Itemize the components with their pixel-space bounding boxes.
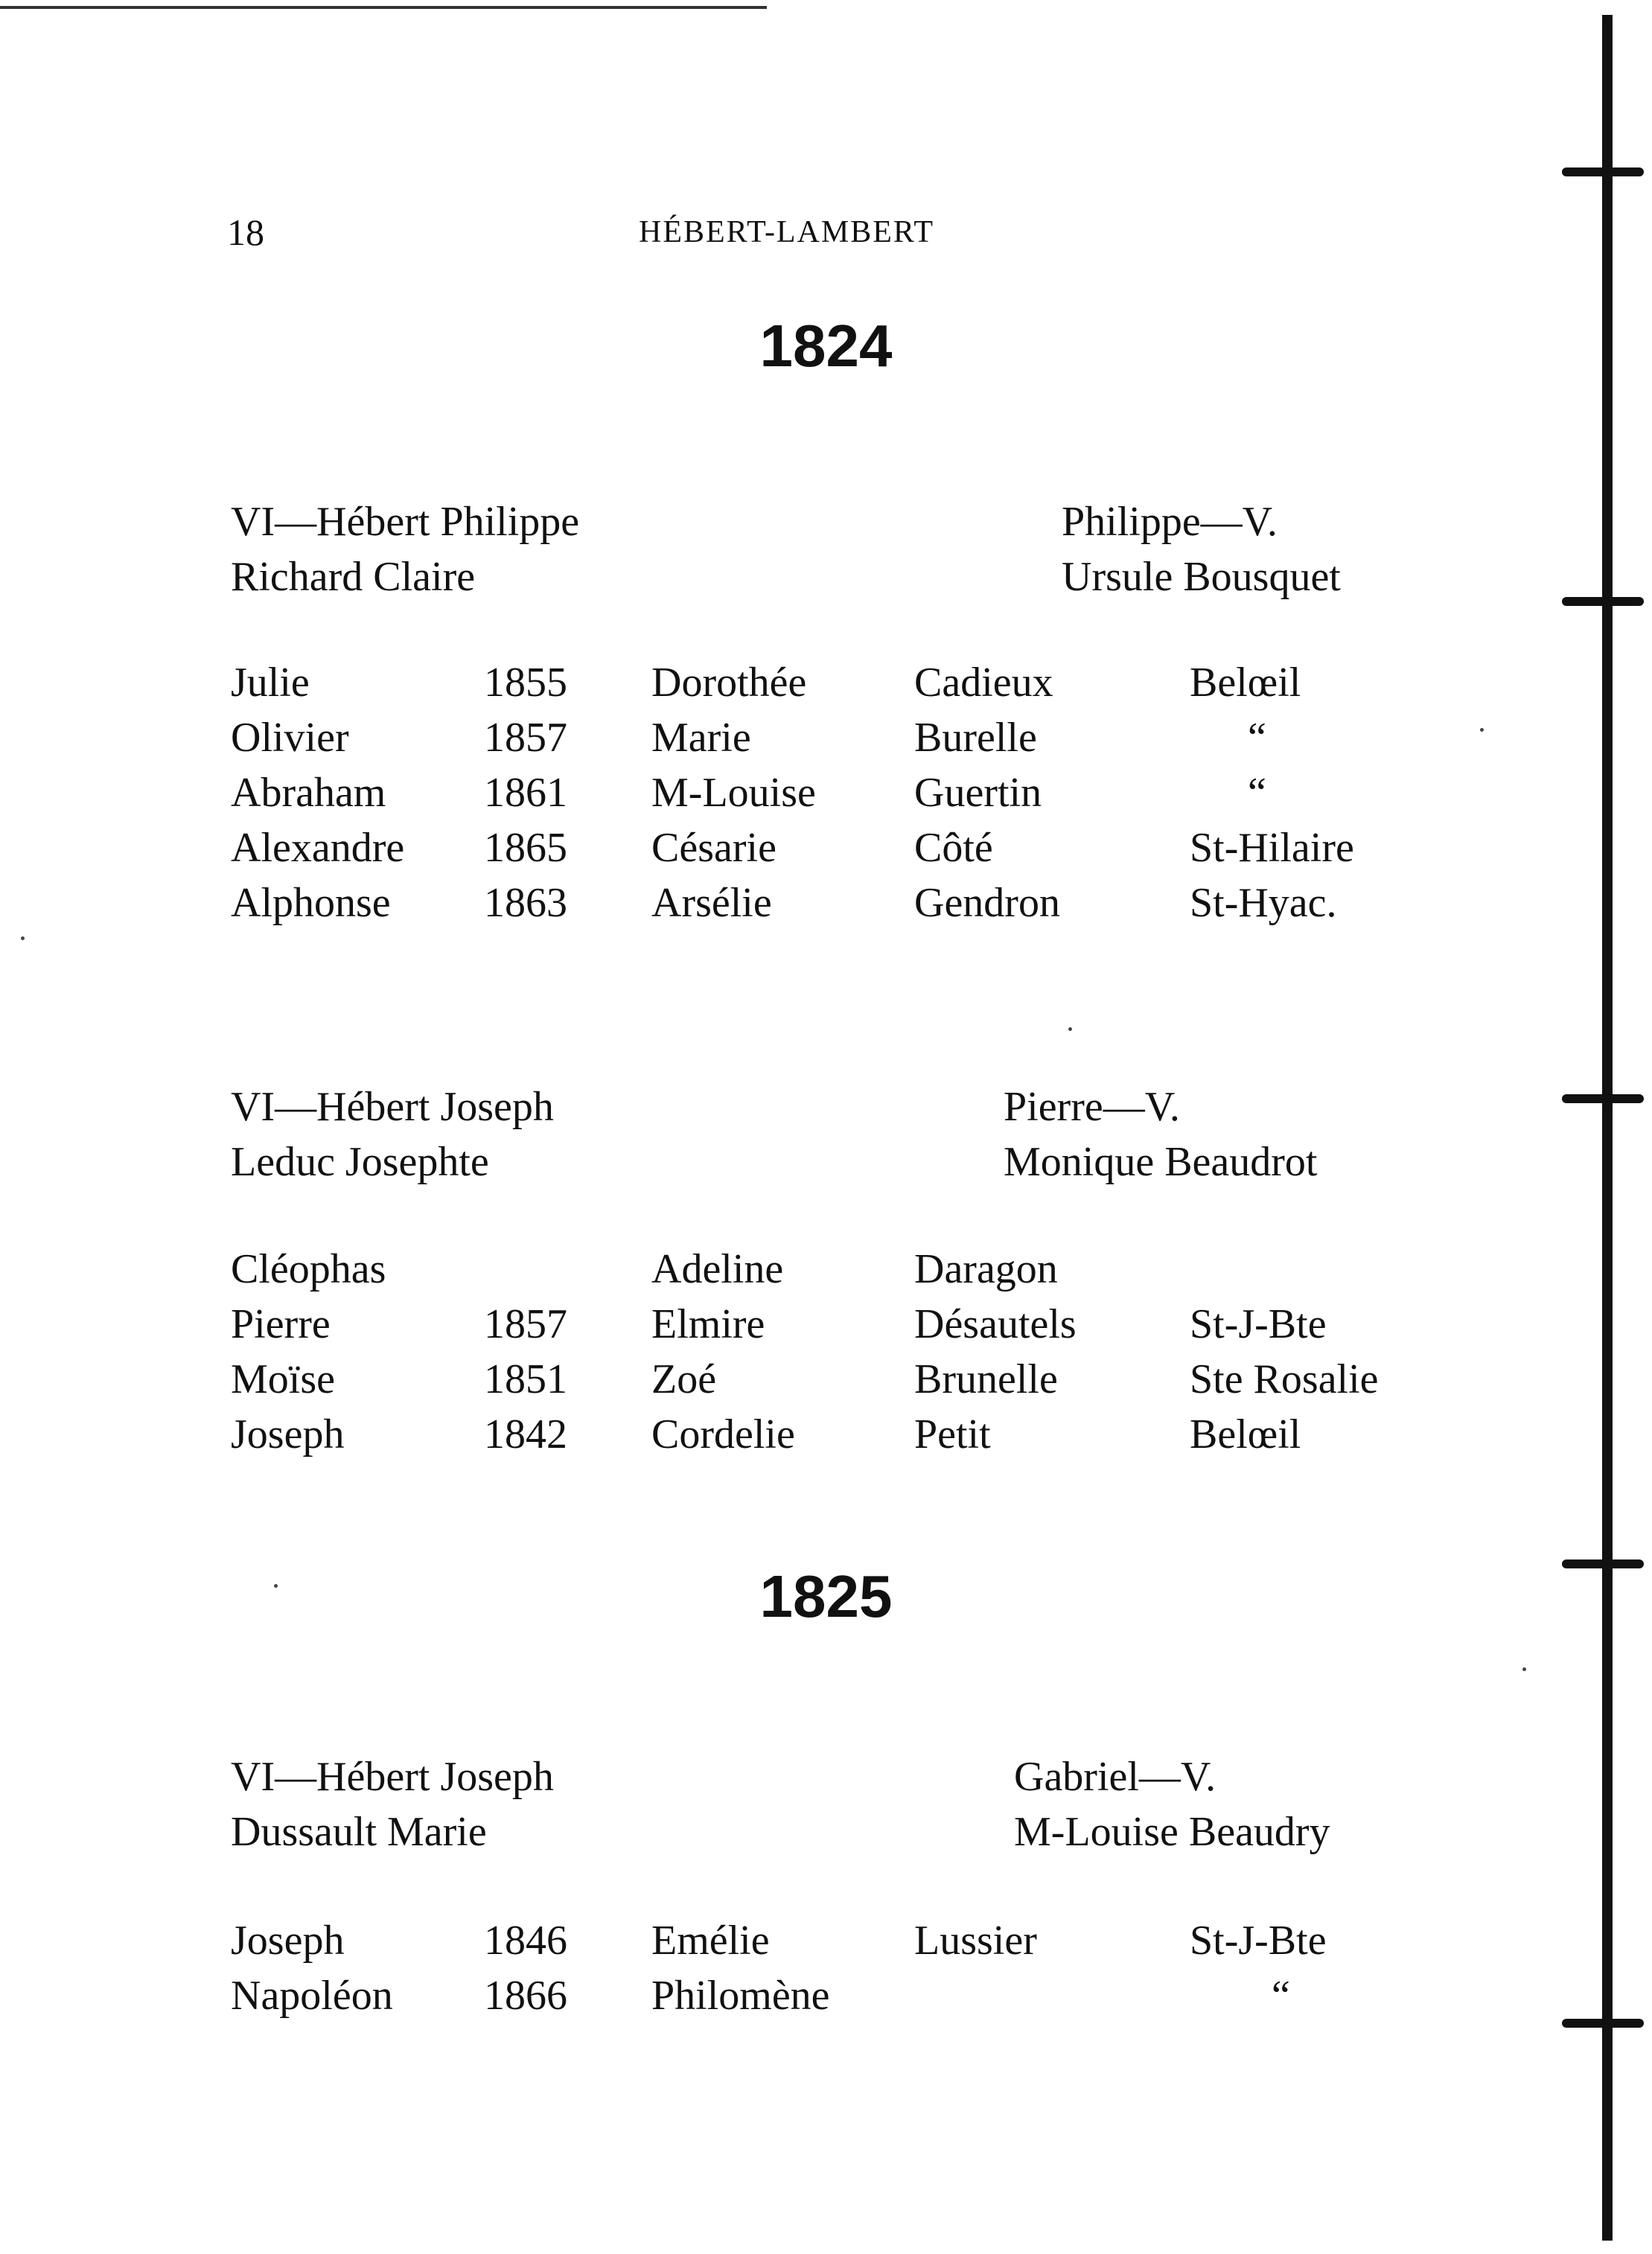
wife-name: Dussault Marie	[231, 1809, 487, 1855]
binding-stitch	[1562, 2019, 1644, 2028]
child-name: Abraham	[231, 770, 386, 816]
husband-parents: Pierre—V.	[1004, 1084, 1180, 1130]
family-header	[231, 1079, 1437, 1190]
paper-speck	[1068, 1027, 1072, 1031]
spouse-first-name: Adeline	[651, 1246, 784, 1292]
wife-mother: Monique Beaudrot	[1004, 1139, 1318, 1185]
child-row	[231, 1297, 1437, 1352]
husband-name: VI—Hébert Philippe	[231, 499, 580, 545]
child-name: Julie	[231, 660, 310, 706]
husband-name: VI—Hébert Joseph	[231, 1084, 554, 1130]
spouse-first-name: Arsélie	[651, 880, 772, 926]
spouse-surname: Brunelle	[914, 1356, 1058, 1402]
spouse-surname: Cadieux	[914, 660, 1053, 706]
marriage-place: St-J-Bte	[1190, 1918, 1327, 1964]
child-row	[231, 820, 1437, 875]
wife-name: Richard Claire	[231, 554, 476, 600]
page-number: 18	[227, 211, 264, 253]
spouse-first-name: Césarie	[651, 825, 776, 871]
paper-speck	[21, 936, 25, 940]
year-heading: 1824	[759, 313, 893, 379]
children-list	[231, 655, 1437, 930]
child-row	[231, 765, 1437, 820]
wife-mother: M-Louise Beaudry	[1014, 1809, 1330, 1855]
family-header	[231, 494, 1437, 604]
marriage-year: 1865	[484, 825, 567, 871]
marriage-place: St-Hilaire	[1190, 825, 1354, 871]
spouse-first-name: Dorothée	[651, 660, 807, 706]
child-row	[231, 1407, 1437, 1462]
paper-speck	[1480, 728, 1484, 732]
child-row	[231, 1968, 1437, 2023]
spouse-surname: Désautels	[914, 1301, 1077, 1347]
child-row	[231, 655, 1437, 710]
spouse-first-name: Cordelie	[651, 1411, 795, 1458]
spouse-first-name: Elmire	[651, 1301, 765, 1347]
child-name: Pierre	[231, 1301, 331, 1347]
marriage-place: Belœil	[1190, 1411, 1301, 1458]
child-row	[231, 1352, 1437, 1407]
marriage-year: 1861	[484, 770, 567, 816]
marriage-place: Belœil	[1190, 660, 1301, 706]
marriage-year: 1846	[484, 1918, 567, 1964]
ditto-mark: “	[1248, 715, 1266, 761]
husband-parents: Gabriel—V.	[1014, 1754, 1216, 1800]
child-row	[231, 875, 1437, 930]
running-head: HÉBERT-LAMBERT	[639, 215, 935, 249]
binding-stitch	[1562, 167, 1644, 176]
child-name: Joseph	[231, 1411, 345, 1458]
spouse-surname: Burelle	[914, 715, 1037, 761]
family-header	[231, 1749, 1437, 1859]
child-row	[231, 1913, 1437, 1968]
child-name: Alexandre	[231, 825, 405, 871]
child-name: Alphonse	[231, 880, 391, 926]
child-row	[231, 710, 1437, 765]
marriage-year: 1851	[484, 1356, 567, 1402]
child-name: Cléophas	[231, 1246, 386, 1292]
marriage-place: Ste Rosalie	[1190, 1356, 1379, 1402]
marriage-year: 1863	[484, 880, 567, 926]
husband-parents: Philippe—V.	[1062, 499, 1278, 545]
spouse-first-name: Philomène	[651, 1973, 830, 2019]
spouse-surname: Lussier	[914, 1918, 1037, 1964]
scan-edge-line	[0, 6, 767, 9]
marriage-year: 1842	[484, 1411, 567, 1458]
spouse-surname: Daragon	[914, 1246, 1058, 1292]
ditto-mark: “	[1272, 1973, 1290, 2019]
wife-name: Leduc Josephte	[231, 1139, 489, 1185]
spouse-surname: Petit	[914, 1411, 991, 1458]
marriage-year: 1857	[484, 1301, 567, 1347]
marriage-year: 1857	[484, 715, 567, 761]
spouse-first-name: M-Louise	[651, 770, 816, 816]
marriage-place: St-J-Bte	[1190, 1301, 1327, 1347]
husband-name: VI—Hébert Joseph	[231, 1754, 554, 1800]
spouse-first-name: Zoé	[651, 1356, 717, 1402]
child-row	[231, 1242, 1437, 1297]
spouse-first-name: Marie	[651, 715, 751, 761]
spouse-surname: Côté	[914, 825, 993, 871]
spouse-first-name: Emélie	[651, 1918, 770, 1964]
children-list	[231, 1242, 1437, 1462]
binding-stitch	[1562, 597, 1644, 606]
child-name: Napoléon	[231, 1973, 393, 2019]
wife-mother: Ursule Bousquet	[1062, 554, 1341, 600]
binding-stitch	[1562, 1094, 1644, 1103]
marriage-place: St-Hyac.	[1190, 880, 1337, 926]
ditto-mark: “	[1248, 770, 1266, 816]
paper-speck	[1522, 1667, 1526, 1671]
year-heading: 1825	[759, 1563, 893, 1629]
marriage-year: 1855	[484, 660, 567, 706]
spouse-surname: Gendron	[914, 880, 1060, 926]
children-list	[231, 1913, 1437, 2023]
child-name: Moïse	[231, 1356, 335, 1402]
spouse-surname: Guertin	[914, 770, 1042, 816]
child-name: Joseph	[231, 1918, 345, 1964]
child-name: Olivier	[231, 715, 349, 761]
marriage-year: 1866	[484, 1973, 567, 2019]
